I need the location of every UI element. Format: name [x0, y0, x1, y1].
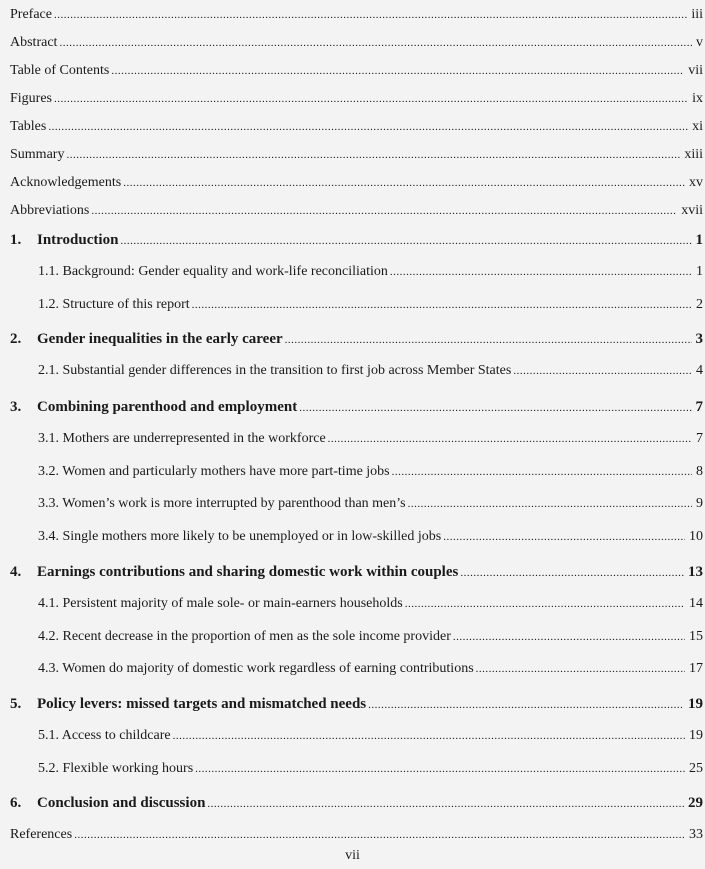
section-number: 4.1.: [38, 596, 59, 611]
dot-leader: [368, 696, 684, 714]
section-number: 3.4.: [38, 529, 59, 544]
dot-leader: [453, 628, 685, 646]
section-page: 15: [689, 629, 703, 644]
toc-entry-page: xv: [689, 175, 703, 190]
section-title: Recent decrease in the proportion of men as the sole income provider: [62, 629, 451, 644]
toc-chapter-3[interactable]: [10, 398, 703, 417]
toc-entry-abbreviations[interactable]: [10, 202, 703, 220]
toc-entry-summary[interactable]: [10, 146, 703, 164]
chapter-number: 4.: [10, 564, 22, 580]
chapter-title: Conclusion and discussion: [37, 795, 206, 811]
dot-leader: [460, 564, 684, 582]
dot-leader: [59, 34, 692, 52]
section-title: Single mothers more likely to be unemployed or in low-skilled jobs: [62, 529, 442, 544]
section-number: 5.2.: [38, 761, 59, 776]
toc-section-2-1[interactable]: [38, 362, 703, 380]
dot-leader: [476, 660, 685, 678]
toc-section-4-1[interactable]: [38, 595, 703, 613]
dot-leader: [390, 263, 692, 281]
dot-leader: [173, 727, 685, 745]
toc-entry-page: ix: [692, 91, 703, 106]
dot-leader: [207, 795, 684, 813]
section-page: 4: [696, 363, 703, 378]
section-page: 10: [689, 529, 703, 544]
section-number: 3.2.: [38, 464, 59, 479]
dot-leader: [392, 463, 692, 481]
toc-section-4-2[interactable]: [38, 628, 703, 646]
dot-leader: [74, 826, 685, 844]
chapter-number: 1.: [10, 232, 22, 248]
chapter-title: Earnings contributions and sharing domestic work within couples: [37, 564, 459, 580]
dot-leader: [443, 528, 685, 546]
dot-leader: [408, 495, 692, 513]
toc-entry-label: Figures: [10, 91, 52, 106]
toc-section-3-2[interactable]: [38, 463, 703, 481]
toc-chapter-1[interactable]: [10, 231, 703, 250]
toc-entry-figures[interactable]: [10, 90, 703, 108]
toc-section-1-1[interactable]: [38, 263, 703, 281]
toc-entry-page: xiii: [684, 147, 703, 162]
toc-entry-preface[interactable]: [10, 6, 703, 24]
toc-entry-abstract[interactable]: [10, 34, 703, 52]
section-number: 3.1.: [38, 431, 59, 446]
toc-entry-label: Tables: [10, 119, 47, 134]
dot-leader: [54, 90, 688, 108]
chapter-page: 29: [688, 795, 703, 811]
dot-leader: [48, 118, 688, 136]
section-number: 1.1.: [38, 264, 59, 279]
section-title: Structure of this report: [62, 297, 190, 312]
chapter-page: 19: [688, 696, 703, 712]
page-number-footer: vii: [345, 848, 360, 863]
toc-entry-page: 33: [689, 827, 703, 842]
toc-chapter-6[interactable]: [10, 794, 703, 813]
section-page: 19: [689, 728, 703, 743]
toc-entry-label: References: [10, 827, 73, 842]
toc-section-3-3[interactable]: [38, 495, 703, 513]
chapter-page: 7: [695, 399, 703, 415]
section-title: Access to childcare: [61, 728, 171, 743]
toc-entry-table-of-contents[interactable]: [10, 62, 703, 80]
section-number: 1.2.: [38, 297, 59, 312]
chapter-number: 5.: [10, 696, 22, 712]
dot-leader: [195, 760, 685, 778]
section-title: Mothers are underrepresented in the workforce: [62, 431, 326, 446]
toc-entry-acknowledgements[interactable]: [10, 174, 703, 192]
chapter-number: 3.: [10, 399, 22, 415]
toc-entry-page: xvii: [681, 203, 703, 218]
toc-section-3-4[interactable]: [38, 528, 703, 546]
chapter-number: 6.: [10, 795, 22, 811]
section-title: Women’s work is more interrupted by parenthood than men’s: [62, 496, 406, 511]
section-number: 2.1.: [38, 363, 59, 378]
section-page: 25: [689, 761, 703, 776]
section-title: Women do majority of domestic work regardless of earning contributions: [62, 661, 474, 676]
chapter-page: 1: [695, 232, 703, 248]
dot-leader: [120, 232, 691, 250]
toc-entry-label: Abbreviations: [10, 203, 90, 218]
dot-leader: [123, 174, 685, 192]
toc-entry-page: vii: [688, 63, 703, 78]
section-page: 17: [689, 661, 703, 676]
toc-entry-label: Abstract: [10, 35, 58, 50]
dot-leader: [66, 146, 680, 164]
dot-leader: [192, 296, 692, 314]
chapter-title: Combining parenthood and employment: [37, 399, 298, 415]
dot-leader: [405, 595, 685, 613]
toc-entry-references[interactable]: [10, 826, 703, 844]
toc-entry-page: xi: [692, 119, 703, 134]
chapter-number: 2.: [10, 331, 22, 347]
section-number: 3.3.: [38, 496, 59, 511]
section-page: 8: [696, 464, 703, 479]
section-title: Women and particularly mothers have more part-time jobs: [62, 464, 390, 479]
toc-entry-tables[interactable]: [10, 118, 703, 136]
section-page: 7: [696, 431, 703, 446]
toc-chapter-2[interactable]: [10, 330, 703, 349]
toc-section-5-2[interactable]: [38, 760, 703, 778]
toc-entry-page: v: [696, 35, 703, 50]
section-page: 2: [696, 297, 703, 312]
chapter-title: Policy levers: missed targets and mismatched needs: [37, 696, 367, 712]
chapter-page: 13: [688, 564, 703, 580]
section-title: Persistent majority of male sole- or main-earners households: [62, 596, 403, 611]
dot-leader: [91, 202, 677, 220]
toc-entry-label: Table of Contents: [10, 63, 110, 78]
section-number: 4.3.: [38, 661, 59, 676]
chapter-page: 3: [695, 331, 703, 347]
chapter-title: Gender inequalities in the early career: [37, 331, 283, 347]
section-page: 1: [696, 264, 703, 279]
section-page: 9: [696, 496, 703, 511]
toc-entry-page: iii: [691, 7, 703, 22]
section-title: Background: Gender equality and work-life reconciliation: [62, 264, 388, 279]
section-title: Substantial gender differences in the transition to first job across Member States: [62, 363, 512, 378]
dot-leader: [328, 430, 692, 448]
dot-leader: [285, 331, 692, 349]
toc-entry-label: Acknowledgements: [10, 175, 122, 190]
dot-leader: [54, 6, 687, 24]
toc-section-1-2[interactable]: [38, 296, 703, 314]
toc-chapter-5[interactable]: [10, 695, 703, 714]
toc-chapter-4[interactable]: [10, 563, 703, 582]
toc-section-5-1[interactable]: [38, 727, 703, 745]
chapter-title: Introduction: [37, 232, 119, 248]
section-number: 4.2.: [38, 629, 59, 644]
toc-section-4-3[interactable]: [38, 660, 703, 678]
dot-leader: [299, 399, 691, 417]
section-title: Flexible working hours: [62, 761, 194, 776]
dot-leader: [513, 362, 692, 380]
toc-entry-label: Preface: [10, 7, 52, 22]
dot-leader: [111, 62, 684, 80]
toc-section-3-1[interactable]: [38, 430, 703, 448]
section-page: 14: [689, 596, 703, 611]
section-number: 5.1.: [38, 728, 59, 743]
toc-entry-label: Summary: [10, 147, 65, 162]
